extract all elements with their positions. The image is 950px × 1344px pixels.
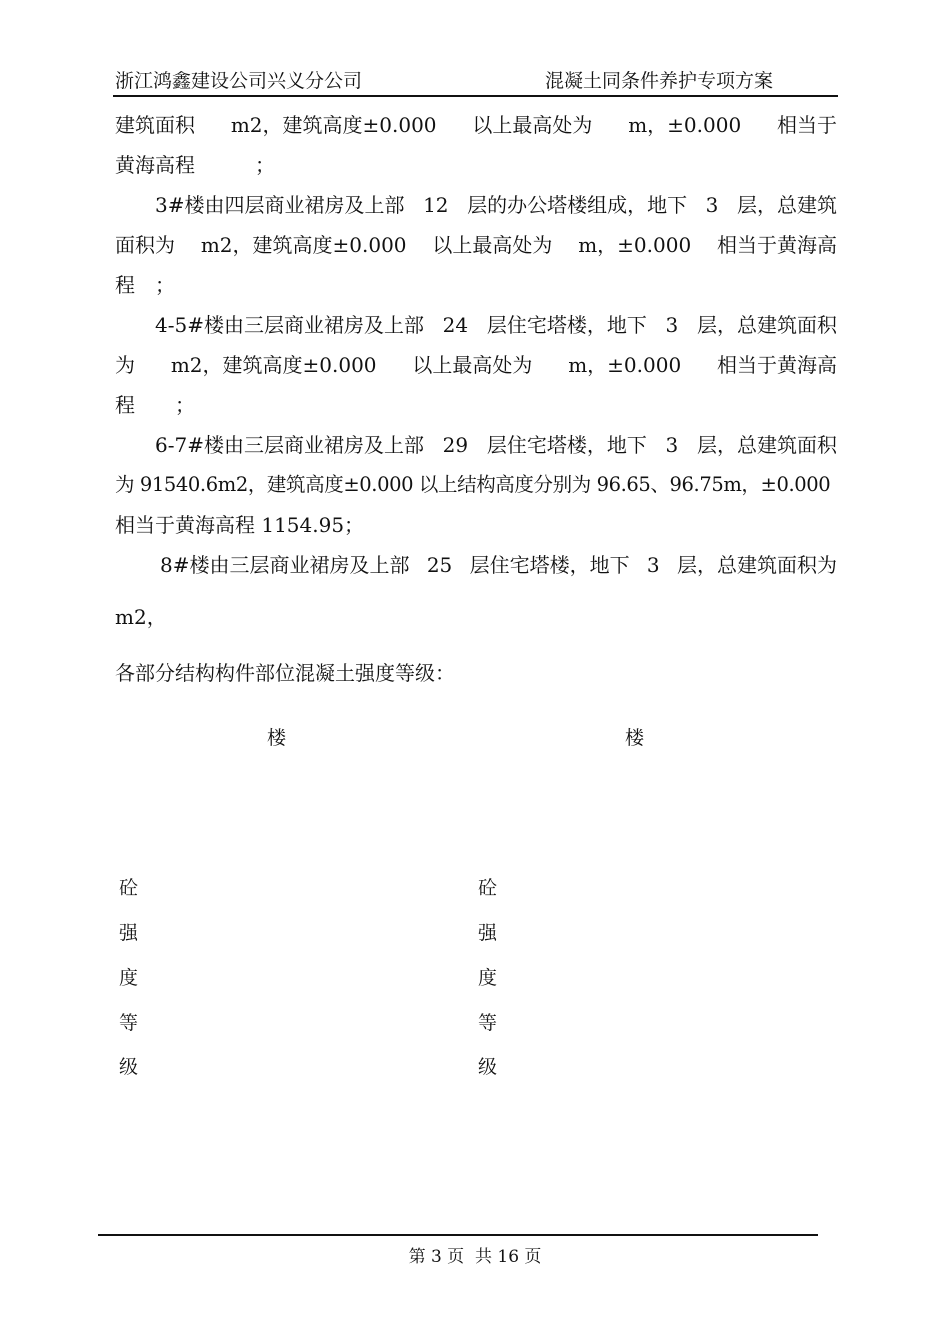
page-header-right: 混凝土同条件养护专项方案: [545, 70, 774, 92]
table-col1-label-char: 强: [119, 922, 139, 944]
paragraph-3-line-3: 程 ；: [115, 393, 195, 417]
table-col2-label-char: 级: [478, 1056, 498, 1078]
table-col2-label-char: 度: [478, 967, 498, 989]
paragraph-2-line-3: 程 ；: [115, 273, 175, 297]
table-col1-label-char: 度: [119, 967, 139, 989]
paragraph-2-line-2: 面积为 m2，建筑高度±0.000 以上最高处为 m，±0.000 相当于黄海高: [115, 233, 837, 257]
table-col2-label-char: 砼: [478, 877, 498, 899]
footer-rule: [98, 1234, 818, 1236]
table-col2-header: 楼: [625, 727, 645, 749]
header-rule: [113, 95, 838, 97]
paragraph-4-line-3: 相当于黄海高程 1154.95；: [115, 513, 365, 537]
table-col2-label-char: 强: [478, 922, 498, 944]
paragraph-3-line-2: 为 m2，建筑高度±0.000 以上最高处为 m，±0.000 相当于黄海高: [115, 353, 837, 377]
concrete-grade-intro: 各部分结构构件部位混凝土强度等级：: [115, 661, 455, 685]
table-col1-label-char: 砼: [119, 877, 139, 899]
paragraph-3-line-1: 4-5#楼由三层商业裙房及上部 24 层住宅塔楼，地下 3 层，总建筑面积: [155, 313, 837, 337]
paragraph-4-line-1: 6-7#楼由三层商业裙房及上部 29 层住宅塔楼，地下 3 层，总建筑面积: [155, 433, 837, 457]
table-col1-label-char: 级: [119, 1056, 139, 1078]
paragraph-1-line-2: 黄海高程 ；: [115, 153, 275, 177]
paragraph-4-line-2: 为 91540.6m2，建筑高度±0.000 以上结构高度分别为 96.65、96.75m，±0.000: [115, 473, 831, 496]
paragraph-1-line-1: 建筑面积 m2，建筑高度±0.000 以上最高处为 m，±0.000 相当于: [115, 113, 837, 137]
table-col1-header: 楼: [267, 727, 287, 749]
paragraph-5-line-2: m2，: [115, 605, 167, 629]
page-number: 第 3 页 共 16 页: [408, 1247, 542, 1267]
page-header-left: 浙江鸿鑫建设公司兴义分公司: [115, 70, 363, 92]
paragraph-5-line-1: 8#楼由三层商业裙房及上部 25 层住宅塔楼，地下 3 层，总建筑面积为: [160, 553, 837, 577]
paragraph-2-line-1: 3#楼由四层商业裙房及上部 12 层的办公塔楼组成，地下 3 层，总建筑: [155, 193, 837, 217]
table-col1-label-char: 等: [119, 1012, 139, 1034]
table-col2-label-char: 等: [478, 1012, 498, 1034]
